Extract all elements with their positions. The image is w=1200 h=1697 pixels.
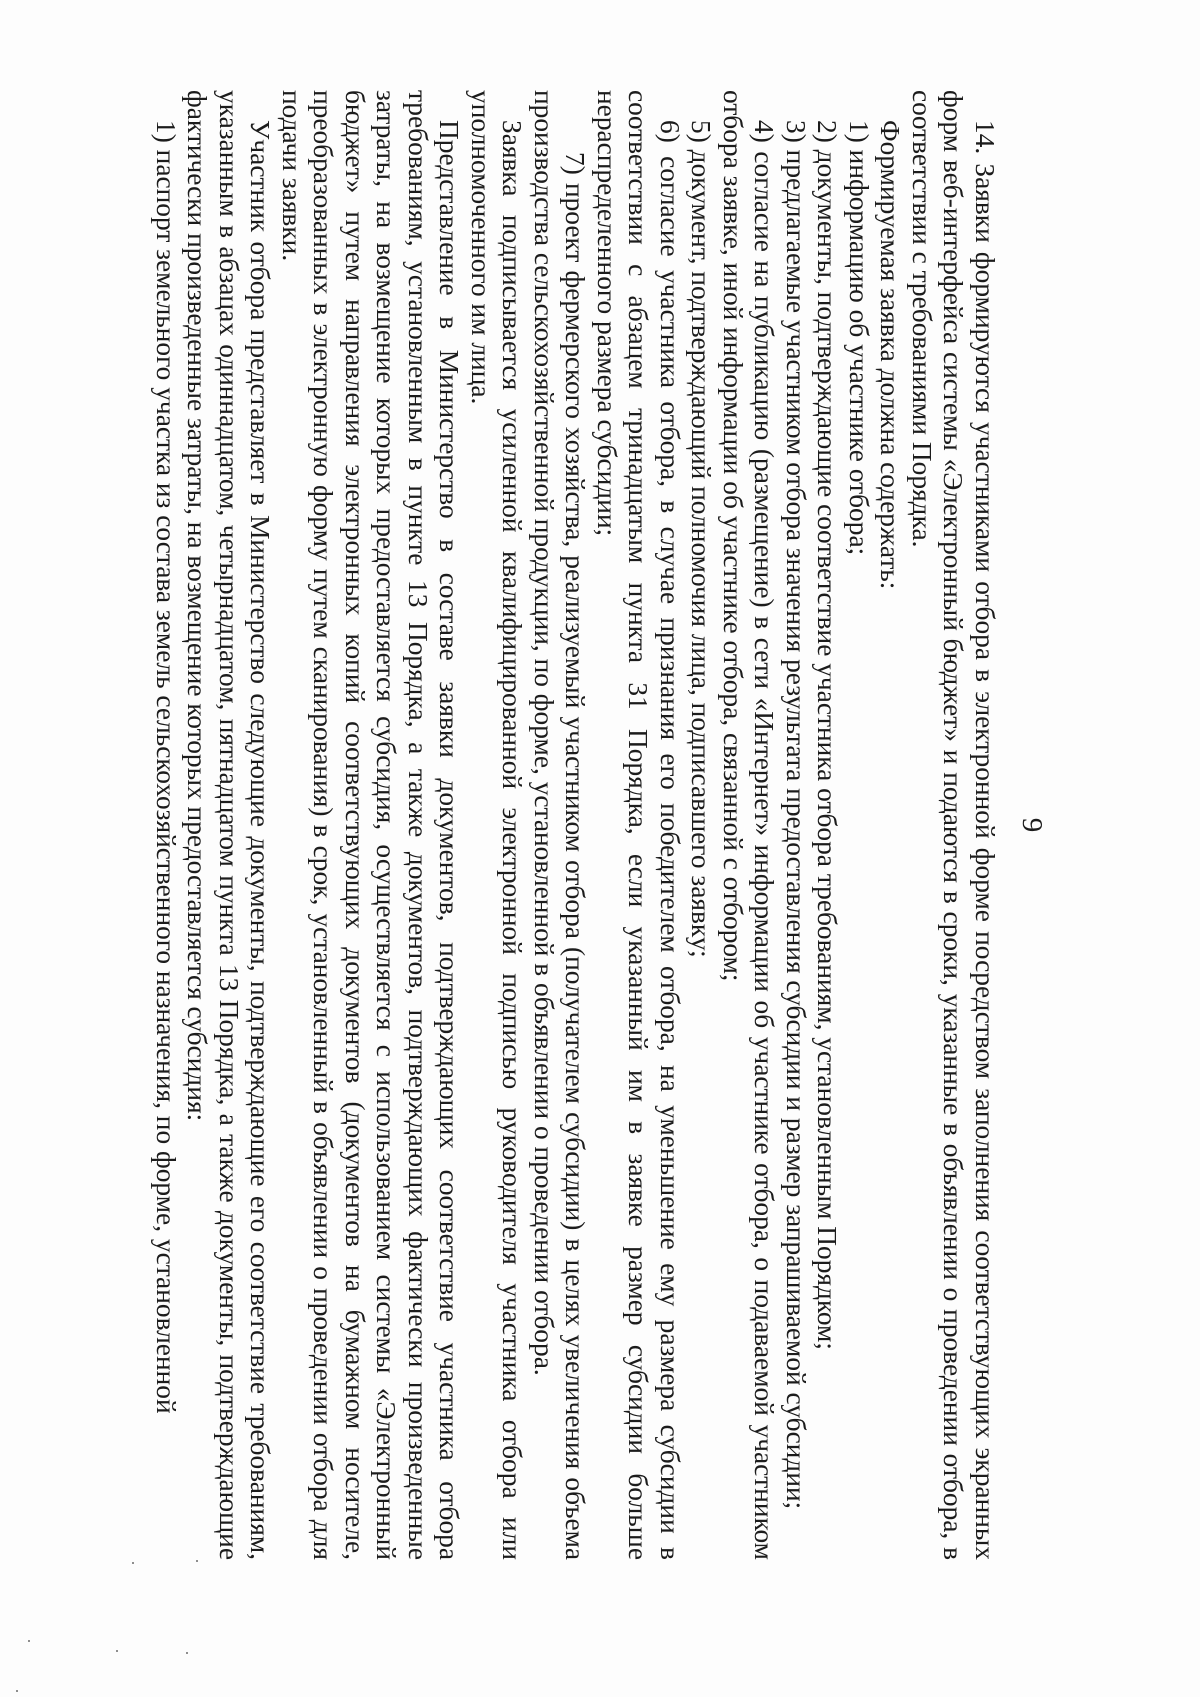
rotated-content	[77, 90, 1052, 1560]
list-item-6: 6) согласие участника отбора, в случае признания его победителем отбора, на уменьшение ему размера субсидии в соответствии с абзацем тринадцатым пункта 31 Порядка, если указанный им в заявке размер субсидии больше нераспределенного размера субсидии;	[592, 90, 685, 1560]
scan-speck	[28, 1640, 30, 1642]
list-item-2: 2) документы, подтверждающие соответствие участника отбора требованиям, установленным Порядком;	[812, 120, 843, 1350]
list-item-4: 4) согласие на публикацию (размещение) в сети «Интернет» информации об участнике отбора, о подаваемой участником отбора заявке, иной информации об участнике отбора, связанной с отбором;	[718, 90, 780, 1560]
list-item-land-passport: 1) паспорт земельного участка из состава земель сельскохозяйственного назначения, по форме, установленной	[151, 120, 181, 1414]
document-body	[150, 90, 1001, 1560]
list-item-3: 3) предлагаемые участником отбора значения результата предоставления субсидии и размер запрашиваемой субсидии;	[781, 120, 811, 1510]
paragraph-application-contents: Формируемая заявка должна содержать:	[875, 120, 906, 590]
list-item-1: 1) информацию об участнике отбора;	[844, 120, 874, 556]
page-number: 9	[1016, 817, 1048, 833]
scan-speck	[132, 1562, 134, 1564]
scan-speck	[16, 1690, 18, 1692]
scan-speck	[116, 1650, 118, 1652]
paragraph-submission: Представление в Министерство в составе заявки документов, подтверждающих соответствие участника отбора требованиям, установленным в пункте 13 Порядка, а также документов, подтверждающих фактически произведенные затраты, на возмещение которых предоставляется субсидия, осуществляется с использованием системы «Электронный бюджет» путем направления электронных копий соответствующих документов (документов на бумажном носителе, преобразованных в электронную форму путем сканирования) в срок, установленный в объявлении о проведении отбора для подачи заявки.	[277, 90, 465, 1560]
paragraph-signature: Заявка подписывается усиленной квалифицированной электронной подписью руководителя участника отбора или уполномоченного им лица.	[466, 90, 528, 1560]
paragraph-item-14: 14. Заявки формируются участниками отбора в электронной форме посредством заполнения соответствующих экранных форм веб-интерфейса системы «Электронный бюджет» и подаются в сроки, указанные в объявлении о проведении отбора, в соответствии с требованиями Порядка.	[907, 90, 1000, 1560]
list-item-7: 7) проект фермерского хозяйства, реализуемый участником отбора (получателем субсидии) в целях увеличения объема производства сельскохозяйственной продукции, по форме, установленной в объявлении о проведении отбора.	[529, 90, 591, 1560]
list-item-5: 5) документ, подтверждающий полномочия лица, подписавшего заявку;	[686, 120, 717, 958]
scan-speck	[196, 1560, 198, 1562]
paragraph-documents: Участник отбора представляет в Министерство следующие документы, подтверждающие его соответствие требованиям, указанным в абзацах одиннадцатом, четырнадцатом, пятнадцатом пункта 13 Порядка, а также документы, подтверждающие фактически произведенные затраты, на возмещение которых предоставляется субсидия:	[182, 90, 276, 1560]
scan-speck	[186, 1652, 188, 1654]
